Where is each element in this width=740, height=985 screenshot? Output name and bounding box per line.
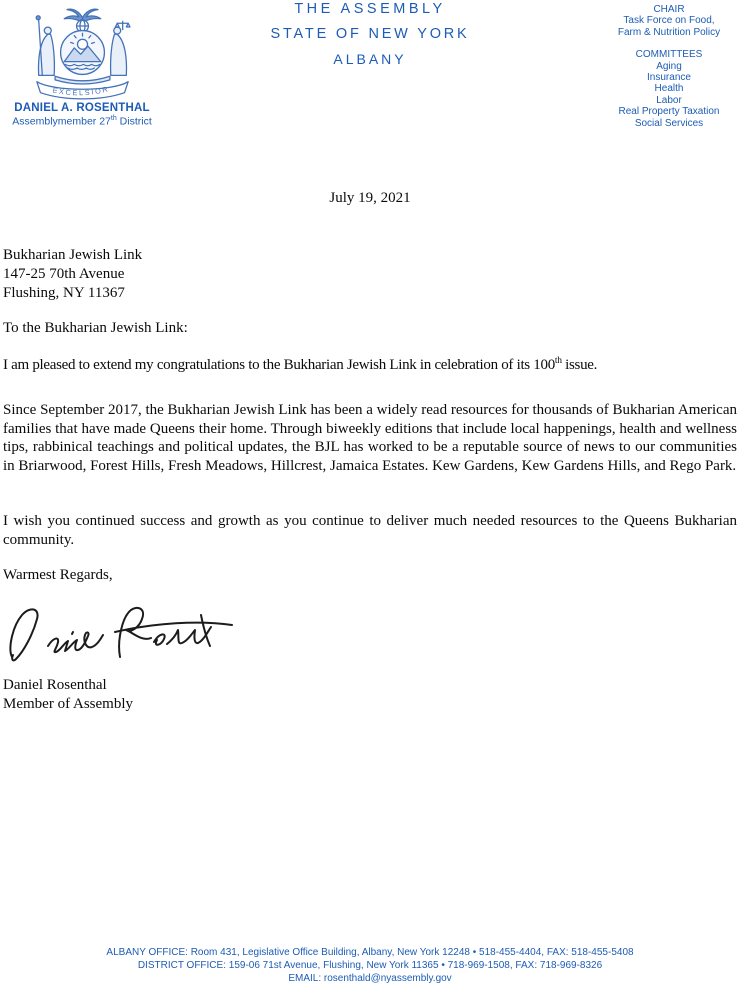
signer-title: Member of Assembly <box>3 696 133 712</box>
committees-heading: COMMITTEES <box>635 49 703 61</box>
handwritten-signature <box>4 599 240 667</box>
chair-heading: CHAIR <box>653 4 685 15</box>
committee-item: Social Services <box>634 117 704 129</box>
footer-line-district-office: DISTRICT OFFICE: 159-06 71st Avenue, Flushing, New York 11365 • 718-969-1508, FAX: 718-969-8326 <box>137 960 603 971</box>
member-title: Assemblymember 27th District <box>12 115 152 128</box>
salutation: To the Bukharian Jewish Link: <box>3 320 188 336</box>
letterhead-center <box>270 1 469 67</box>
committee-item: Labor <box>656 94 682 106</box>
ny-coat-of-arms-icon <box>26 5 139 100</box>
footer-line-email: EMAIL: rosenthald@nyassembly.gov <box>288 973 452 984</box>
recipient-line: Bukharian Jewish Link <box>3 247 143 263</box>
city-title: ALBANY <box>333 51 407 67</box>
recipient-line: Flushing, NY 11367 <box>3 285 125 301</box>
seal-motto-text: EXCELSIOR <box>51 84 110 98</box>
letterhead-right <box>601 4 737 129</box>
chair-line: Farm & Nutrition Policy <box>617 26 721 38</box>
state-title: STATE OF NEW YORK <box>270 26 470 42</box>
committee-item: Real Property Taxation <box>618 106 720 118</box>
recipient-address <box>3 246 142 303</box>
member-name: DANIEL A. ROSENTHAL <box>14 102 150 114</box>
letter-date: July 19, 2021 <box>329 190 411 206</box>
letterhead-left <box>6 5 158 128</box>
assembly-title: THE ASSEMBLY <box>294 1 446 17</box>
closing: Warmest Regards, <box>3 567 113 583</box>
committee-item: Health <box>654 83 684 95</box>
signature-block <box>3 676 133 714</box>
paragraph-2: Since September 2017, the Bukharian Jewish Link has been a widely read resources for thousands of Bukharian American families that have made Queens their home. Through biweekly editions that include local happenings, health and wellness tips, rabbinical teachings and political updates, the BJL has worked to be a reputable source of news to our communities in Briarwood, Forest Hills, Fresh Meadows, Hillcrest, Jamaica Estates. Kew Gardens, Kew Gardens Hills, and Rego Park. <box>3 402 737 475</box>
office-footer <box>0 946 740 985</box>
signer-name: Daniel Rosenthal <box>3 677 107 693</box>
footer-line-albany-office: ALBANY OFFICE: Room 431, Legislative Office Building, Albany, New York 12248 • 518-455-4404, FAX: 518-455-5408 <box>106 947 634 958</box>
paragraph-3: I wish you continued success and growth as you continue to deliver much needed resources to the Queens Bukharian community. <box>3 513 737 548</box>
ordinal-superscript: th <box>554 356 562 366</box>
recipient-line: 147-25 70th Avenue <box>3 266 125 282</box>
paragraph-1: I am pleased to extend my congratulations to the Bukharian Jewish Link in celebration of its 100th issue. <box>3 356 598 373</box>
chair-line: Task Force on Food, <box>623 15 715 27</box>
committee-item: Aging <box>656 60 682 72</box>
committees-section <box>601 49 737 129</box>
chair-section <box>601 4 737 38</box>
committee-item: Insurance <box>647 72 691 84</box>
